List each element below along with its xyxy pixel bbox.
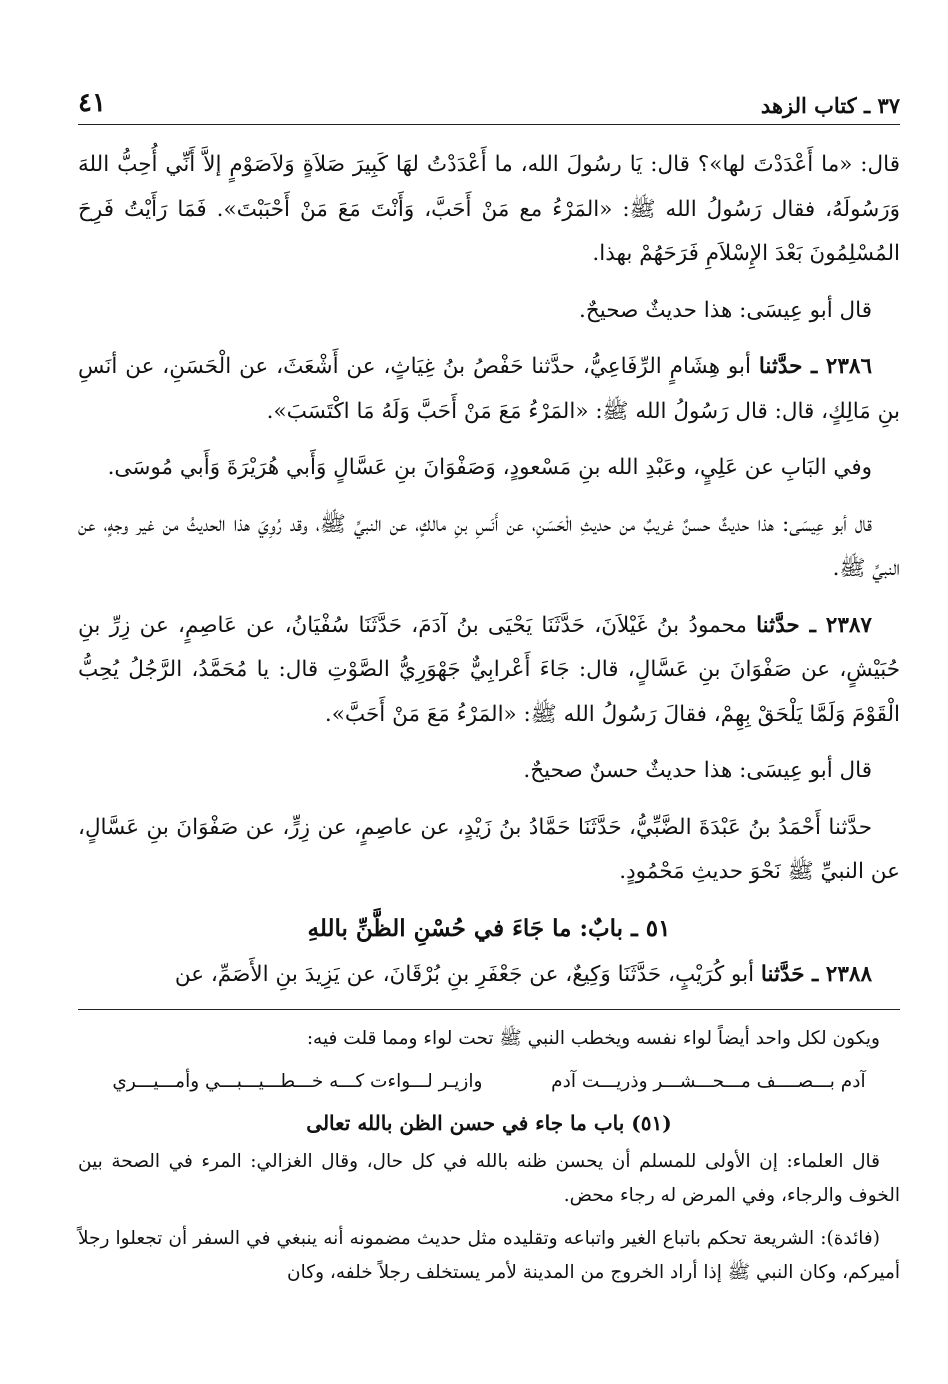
paragraph: قال أبو عِيسَى: هذا حديثٌ حسنٌ صحيحٌ. <box>523 758 872 783</box>
verse-hemistich: آدم بـــصــــف مـــحـــشـــر وذريـــت آدم <box>551 1070 866 1092</box>
page-header <box>78 78 900 125</box>
hadith-text: محمودُ بنُ غَيْلاَنَ، حَدَّثَنَا يَحْيَى بنُ آدَمَ، حَدَّثَنَا سُفْيَانُ، عن عَاصِمٍ، عن زِرِّ بنِ حُبَيْشٍ، عن صَفْوَانَ بنِ عَسَّالٍ، قال: جَاءَ أَعْرابِيٌّ جَهْوَرِيُّ الصَّوْتِ قال: يا مُحَمَّدُ، الرَّجُلُ يُحِبُّ الْقَوْمَ وَلَمَّا يَلْحَقْ بِهِمْ، فقالَ رَسُولُ الله ﷺ: «المَرْءُ مَعَ مَنْ أَحَبَّ». <box>78 612 900 727</box>
paragraph: قال أبو عِيسَى: هذا حديثٌ حسنٌ غريبٌ من حديثِ الْحَسَنِ، عن أَنَسِ بنِ مالكٍ، عن النبيِّ ﷺ، وقد رُوِيَ هذا الحديثُ من غير وجهٍ، عن النبيِّ ﷺ. <box>78 511 900 581</box>
footnotes <box>78 1022 900 1291</box>
footnote-paragraph: ويكون لكل واحد أيضاً لواء نفسه ويخطب النبي ﷺ تحت لواء ومما قلت فيه: <box>306 1028 880 1049</box>
footnote-paragraph: قال العلماء: إن الأولى للمسلم أن يحسن ظنه بالله في كل حال، وقال الغزالي: المرء في الصحة بين الخوف والرجاء، وفي المرض له رجاء محض. <box>78 1150 900 1206</box>
page-number: ٤١ <box>78 88 106 118</box>
running-title: ٣٧ ـ كتاب الزهد <box>760 93 900 118</box>
hadith-2387 <box>78 604 900 738</box>
verse-hemistich: وازيـر لـــواءت كـــه خـــطـــيـــبـــي وأمـــيـــري <box>112 1070 483 1092</box>
footnote-divider <box>78 1009 900 1010</box>
main-text <box>78 143 900 997</box>
paragraph: حدَّثنا أَحْمَدُ بنُ عَبْدَةَ الضَّبِّيُّ، حَدَّثَنَا حَمَّادُ بنُ زَيْدٍ، عن عاصِمٍ، عن زِرٍّ، عن صَفْوَانَ بنِ عَسَّالٍ، عن النبيِّ ﷺ نَحْوَ حديثِ مَحْمُودٍ. <box>78 814 900 884</box>
book-page <box>78 78 900 1368</box>
paragraph: قال: «ما أَعْدَدْتَ لها»؟ قال: يَا رسُولَ الله، ما أَعْدَدْتُ لهَا كَبِيرَ صَلاَةٍ وَلاَصَوْمٍ إلاَّ أَنِّي أُحِبُّ اللهَ وَرَسُولَهُ، فقال رَسُولُ الله ﷺ: «المَرْءُ مع مَنْ أَحَبَّ، وَأَنْتَ مَعَ مَنْ أَحْبَبْتَ». فَمَا رَأَيْتُ فَرِحَ المُسْلِمُونَ بَعْدَ الإِسْلاَمِ فَرَحَهُمْ بهذا. <box>78 152 900 266</box>
hadith-text: أبو هِشَامٍ الرِّفَاعِيُّ، حدَّثنا حَفْصُ بنُ غِيَاثٍ، عن أَشْعَثَ، عن الْحَسَنِ، عن أنَسِ بنِ مَالِكٍ، قال: قال رَسُولُ الله ﷺ: «المَرْءُ مَعَ مَنْ أَحَبَّ وَلَهُ مَا اكْتَسَبَ». <box>78 354 900 424</box>
hadith-2388 <box>78 953 900 998</box>
hadith-text: أبو كُرَيْبٍ، حَدَّثَنَا وَكِيعٌ، عن جَعْفَرِ بنِ بُرْقَانَ، عن يَزِيدَ بنِ الأَصَمِّ، عن <box>174 961 761 987</box>
paragraph: قال أبو عِيسَى: هذا حديثٌ صحيحٌ. <box>579 297 872 323</box>
footnote-paragraph: (فائدة): الشريعة تحكم باتباع الغير واتباعه وتقليده مثل حديث مضمونه أنه ينبغي في السفر أن تجعلوا رجلاً أميركم، وكان النبي ﷺ إذا أراد الخروج من المدينة لأمر يستخلف رجلاً خلفه، وكان <box>78 1227 900 1283</box>
paragraph: وفي البَابِ عن عَلِيٍ، وعَبْدِ الله بنِ مَسْعودٍ، وَصَفْوَانَ بنِ عَسَّالٍ وَأَبي هُرَيْرَةَ وَأَبي مُوسَى. <box>107 455 872 480</box>
verse-line <box>78 1065 900 1099</box>
hadith-number: ٢٣٨٧ ـ حدَّثنا <box>756 612 872 638</box>
hadith-2386 <box>78 345 900 434</box>
hadith-number: ٢٣٨٦ ـ حدَّثنا <box>758 354 872 379</box>
footnote-title: (٥١) باب ما جاء في حسن الظن بالله تعالى <box>306 1110 672 1135</box>
hadith-number: ٢٣٨٨ ـ حَدَّثنا <box>760 961 872 987</box>
chapter-heading: ٥١ ـ بابٌ: ما جَاءَ في حُسْنِ الظَّنِّ باللهِ <box>307 914 671 942</box>
